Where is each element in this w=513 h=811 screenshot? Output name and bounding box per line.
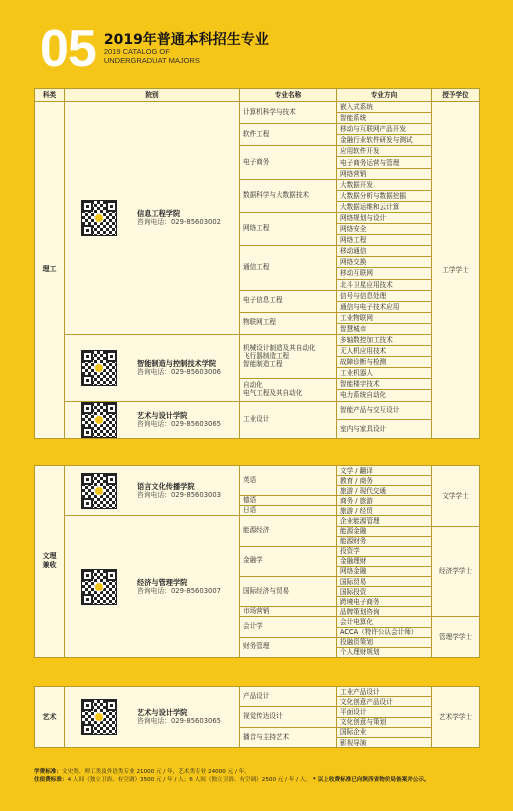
major-name: 金融学 <box>240 546 337 576</box>
major-name: 产品设计 <box>240 687 337 707</box>
degree-cell: 经济学学士 <box>432 526 480 617</box>
major-name: 播音与主持艺术 <box>240 727 337 747</box>
college-name: 经济与管理学院 <box>137 577 188 587</box>
major-direction: 网络交换 <box>337 257 432 268</box>
major-name: 数据科学与大数据技术 <box>240 179 337 212</box>
college-cell <box>65 401 240 438</box>
major-name: 德语 <box>240 496 337 506</box>
major-direction: 跨境电子商务 <box>337 597 432 607</box>
major-direction: 品牌策划咨询 <box>337 607 432 617</box>
major-direction: 网络安全 <box>337 224 432 235</box>
major-direction: 金融理财 <box>337 556 432 566</box>
table-row <box>35 516 480 526</box>
footer-fee-line <box>34 768 479 776</box>
college-phone: 咨询电话：029-85603002 <box>137 217 222 226</box>
major-direction: 智能楼宇技术 <box>337 379 432 390</box>
category-cell: 文理 兼收 <box>35 466 65 658</box>
major-direction: 大数据运维和云计算 <box>337 201 432 212</box>
college-name: 语言文化传播学院 <box>137 481 195 491</box>
major-direction: 北斗卫星应用技术 <box>337 279 432 290</box>
major-direction: 电子商务运营与管理 <box>337 157 432 168</box>
major-direction: 个人理财规划 <box>337 647 432 657</box>
degree-cell: 艺术学学士 <box>432 687 480 748</box>
qr-code-icon <box>81 350 117 386</box>
room-text: 4 人间（独立卫浴、有空调）3500 元 / 年 / 人；6 人间（独立卫浴、有空调）2500 元 / 年 / 人。 <box>67 777 312 783</box>
major-direction: 工业机器人 <box>337 368 432 379</box>
major-name: 软件工程 <box>240 124 337 146</box>
major-name: 会计学 <box>240 617 337 637</box>
major-direction: 室内与家具设计 <box>337 420 432 439</box>
category-cell: 理工 <box>35 102 65 439</box>
major-direction: 会计电算化 <box>337 617 432 627</box>
major-direction: 文学 / 翻译 <box>337 466 432 476</box>
college-cell <box>65 334 240 401</box>
fee-label: 学费标准： <box>34 769 62 775</box>
major-name: 电子信息工程 <box>240 290 337 312</box>
major-direction: 智能产品与交互设计 <box>337 401 432 420</box>
table-header-row <box>35 89 480 102</box>
major-name: 电子商务 <box>240 146 337 179</box>
page-subtitle-line2: UNDERGRADUAT MAJORS <box>103 55 200 65</box>
major-direction: 旅游 / 现代交通 <box>337 486 432 496</box>
header-titles <box>104 32 269 65</box>
page-header <box>40 20 269 78</box>
major-direction: 平面设计 <box>337 707 432 717</box>
major-direction: 网络工程 <box>337 235 432 246</box>
major-direction: 工业物联网 <box>337 312 432 323</box>
major-direction: 工业产品设计 <box>337 687 432 697</box>
major-direction: 网络营销 <box>337 168 432 179</box>
major-direction: 投资学 <box>337 546 432 556</box>
major-direction: 能源财务 <box>337 536 432 546</box>
major-name: 机械设计制造及其自动化 飞行器制造工程 智能制造工程 <box>240 334 337 378</box>
college-name: 信息工程学院 <box>137 208 181 218</box>
major-direction: 应用软件开发 <box>337 146 432 157</box>
college-name: 智能制造与控制技术学院 <box>137 358 217 368</box>
major-name: 国际经济与贸易 <box>240 577 337 607</box>
major-direction: 投融资策划 <box>337 637 432 647</box>
college-phone: 咨询电话：029-85603065 <box>137 419 222 428</box>
major-direction: 移动与互联网产品开发 <box>337 124 432 135</box>
major-direction: 大数据分析与数据挖掘 <box>337 190 432 201</box>
column-header: 科类 <box>35 89 65 102</box>
major-direction: 金融行业软件研发与测试 <box>337 135 432 146</box>
category-cell: 艺术 <box>35 687 65 748</box>
room-label: 住宿费标准： <box>34 777 68 783</box>
major-direction: 文化创意与策划 <box>337 717 432 727</box>
major-direction: 智能系统 <box>337 113 432 124</box>
section-number: 05 <box>40 20 96 78</box>
major-direction: 网络金融 <box>337 566 432 576</box>
qr-code-icon <box>81 200 117 236</box>
major-direction: 大数据开发 <box>337 179 432 190</box>
column-header: 院别 <box>65 89 240 102</box>
major-name: 能源经济 <box>240 516 337 546</box>
major-name: 日语 <box>240 506 337 516</box>
college-phone: 咨询电话：029-85603007 <box>137 586 222 595</box>
column-header: 专业名称 <box>240 89 337 102</box>
college-phone: 咨询电话：029-85603003 <box>137 490 222 499</box>
fee-text: 文史类、理工类及外语类专业 21000 元 / 年，艺术类专业 24000 元 / 年。 <box>61 769 250 775</box>
qr-code-icon <box>81 699 117 735</box>
major-direction: 嵌入式系统 <box>337 102 432 113</box>
college-phone: 咨询电话：029-85603065 <box>137 717 222 726</box>
major-name: 计算机科学与技术 <box>240 102 337 124</box>
section-liberal-science <box>34 465 479 658</box>
college-cell <box>65 466 240 516</box>
qr-code-icon <box>81 473 117 509</box>
table-row <box>35 401 480 420</box>
major-direction: 信号与信息处理 <box>337 290 432 301</box>
qr-code-icon <box>81 569 117 605</box>
college-cell <box>65 687 240 748</box>
college-cell <box>65 516 240 657</box>
major-direction: 电力系统自动化 <box>337 390 432 401</box>
major-direction: 多轴数控加工技术 <box>337 334 432 345</box>
major-direction: 移动互联网 <box>337 268 432 279</box>
major-direction: 旅游 / 经贸 <box>337 506 432 516</box>
college-name: 艺术与设计学院 <box>137 708 188 718</box>
major-direction: 文化创意产品设计 <box>337 697 432 707</box>
table-row <box>35 334 480 345</box>
table-row <box>35 687 480 697</box>
table-row <box>35 102 480 113</box>
major-name: 视觉传达设计 <box>240 707 337 727</box>
column-header: 专业方向 <box>337 89 432 102</box>
college-name: 艺术与设计学院 <box>137 410 188 420</box>
major-name: 通信工程 <box>240 246 337 290</box>
footer-note: * 以上收费标准已向陕西省物价局备案并公示。 <box>312 777 430 783</box>
page-subtitle-line1: 2019 CATALOG OF <box>103 47 170 56</box>
major-direction: 故障诊断与检测 <box>337 357 432 368</box>
table-row <box>35 466 480 476</box>
major-direction: 移动通信 <box>337 246 432 257</box>
major-direction: 国际投资 <box>337 587 432 597</box>
major-name: 财务管理 <box>240 637 337 657</box>
major-name: 网络工程 <box>240 212 337 245</box>
major-direction: 智慧城市 <box>337 323 432 334</box>
major-direction: 教育 / 商务 <box>337 476 432 486</box>
footer-room-line <box>34 776 479 784</box>
major-name: 工业设计 <box>240 401 337 438</box>
major-name: 物联网工程 <box>240 312 337 334</box>
major-direction: 商务 / 旅游 <box>337 496 432 506</box>
page-title: 2019年普通本科招生专业 <box>103 32 269 48</box>
major-direction: 通信与电子技术应用 <box>337 301 432 312</box>
degree-cell: 工学学士 <box>432 102 480 439</box>
section-science-engineering <box>34 88 479 439</box>
degree-cell: 管理学学士 <box>432 617 480 657</box>
section-art <box>34 686 479 748</box>
major-direction: 无人机应用技术 <box>337 346 432 357</box>
majors-table <box>34 88 480 439</box>
major-direction: 国际企业 <box>337 727 432 737</box>
major-name: 英语 <box>240 466 337 496</box>
major-direction: 国际贸易 <box>337 577 432 587</box>
major-direction: ACCA（特许公认会计师） <box>337 627 432 637</box>
major-direction: 影视导演 <box>337 737 432 747</box>
major-name: 自动化 电气工程及其自动化 <box>240 379 337 401</box>
major-direction: 网络规划与设计 <box>337 212 432 223</box>
majors-table <box>34 686 480 748</box>
major-direction: 能源金融 <box>337 526 432 536</box>
column-header: 授予学位 <box>432 89 480 102</box>
college-cell <box>65 102 240 335</box>
degree-cell: 文学学士 <box>432 466 480 527</box>
college-phone: 咨询电话：029-85603006 <box>137 367 222 376</box>
major-direction: 企业能源管理 <box>337 516 432 526</box>
majors-table <box>34 465 480 658</box>
qr-code-icon <box>81 402 117 438</box>
major-name: 市场营销 <box>240 607 337 617</box>
footer-notes <box>34 768 479 784</box>
